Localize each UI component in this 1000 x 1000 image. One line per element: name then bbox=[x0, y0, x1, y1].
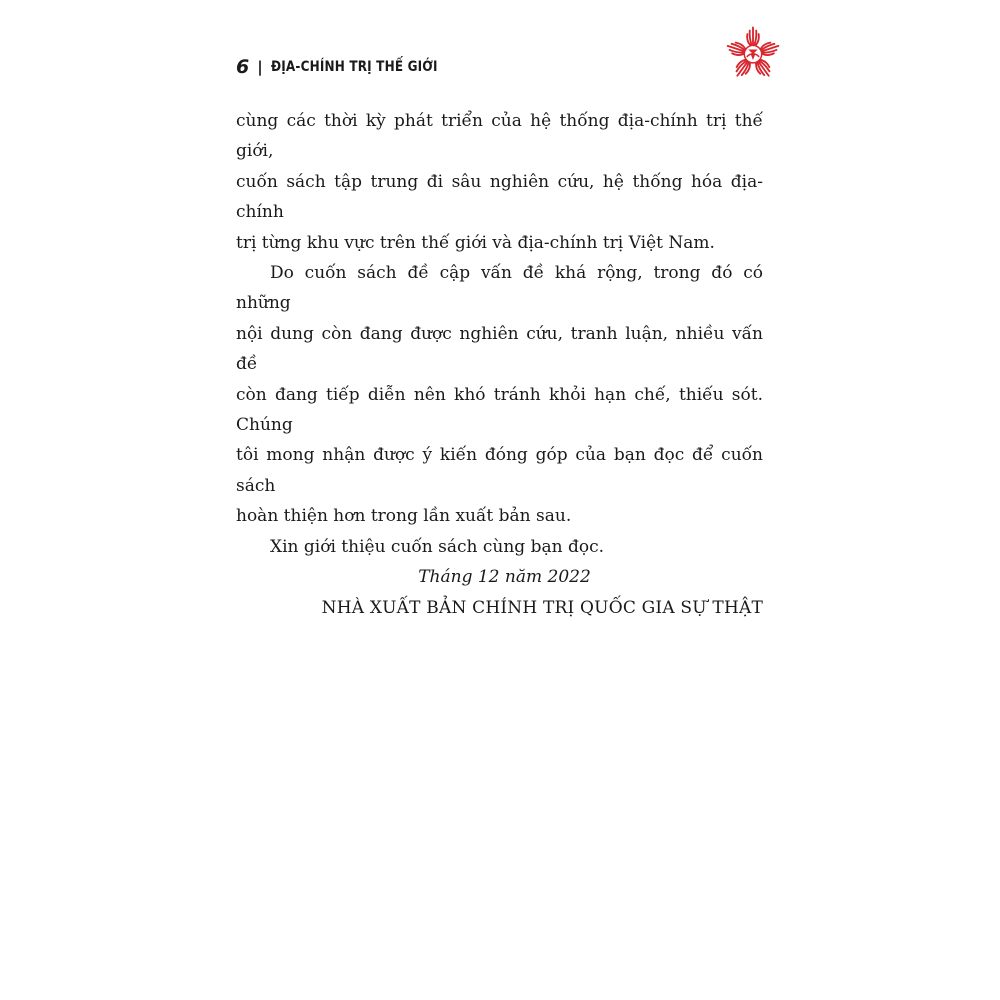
text-line: nội dung còn đang được nghiên cứu, tranh luận, nhiều vấn đề bbox=[236, 323, 763, 375]
body-text bbox=[236, 106, 763, 623]
date-line: Tháng 12 năm 2022 bbox=[418, 567, 591, 588]
logo-ray bbox=[732, 53, 743, 55]
publisher-star-logo-icon bbox=[724, 24, 782, 82]
paragraph-feedback bbox=[236, 258, 763, 532]
text-line: tôi mong nhận được ý kiến đóng góp của bạn đọc để cuốn sách bbox=[236, 445, 763, 496]
text-line: trị từng khu vực trên thế giới và địa-chính trị Việt Nam. bbox=[236, 232, 715, 253]
logo-ray bbox=[750, 31, 752, 45]
logo-ray bbox=[763, 53, 774, 55]
logo-ray bbox=[755, 31, 757, 45]
paragraph-continuation bbox=[236, 106, 763, 258]
publisher-signature: NHÀ XUẤT BẢN CHÍNH TRỊ QUỐC GIA SỰ THẬT bbox=[321, 597, 763, 618]
header-separator: | bbox=[257, 58, 263, 76]
page-number: 6 bbox=[236, 56, 250, 78]
paragraph-introduction: Xin giới thiệu cuốn sách cùng bạn đọc. bbox=[270, 536, 604, 557]
page-header bbox=[236, 54, 464, 80]
text-line: Do cuốn sách đề cập vấn đề khá rộng, trong đó có những bbox=[236, 263, 763, 314]
text-line: cuốn sách tập trung đi sâu nghiên cứu, hệ thống hóa địa-chính bbox=[236, 171, 763, 223]
text-line: cùng các thời kỳ phát triển của hệ thống địa-chính trị thế giới, bbox=[236, 111, 763, 162]
running-title: ĐỊA-CHÍNH TRỊ THẾ GIỚI bbox=[270, 59, 438, 75]
text-line: còn đang tiếp diễn nên khó tránh khỏi hạn chế, thiếu sót. Chúng bbox=[236, 384, 763, 436]
text-line: hoàn thiện hơn trong lần xuất bản sau. bbox=[236, 506, 572, 527]
